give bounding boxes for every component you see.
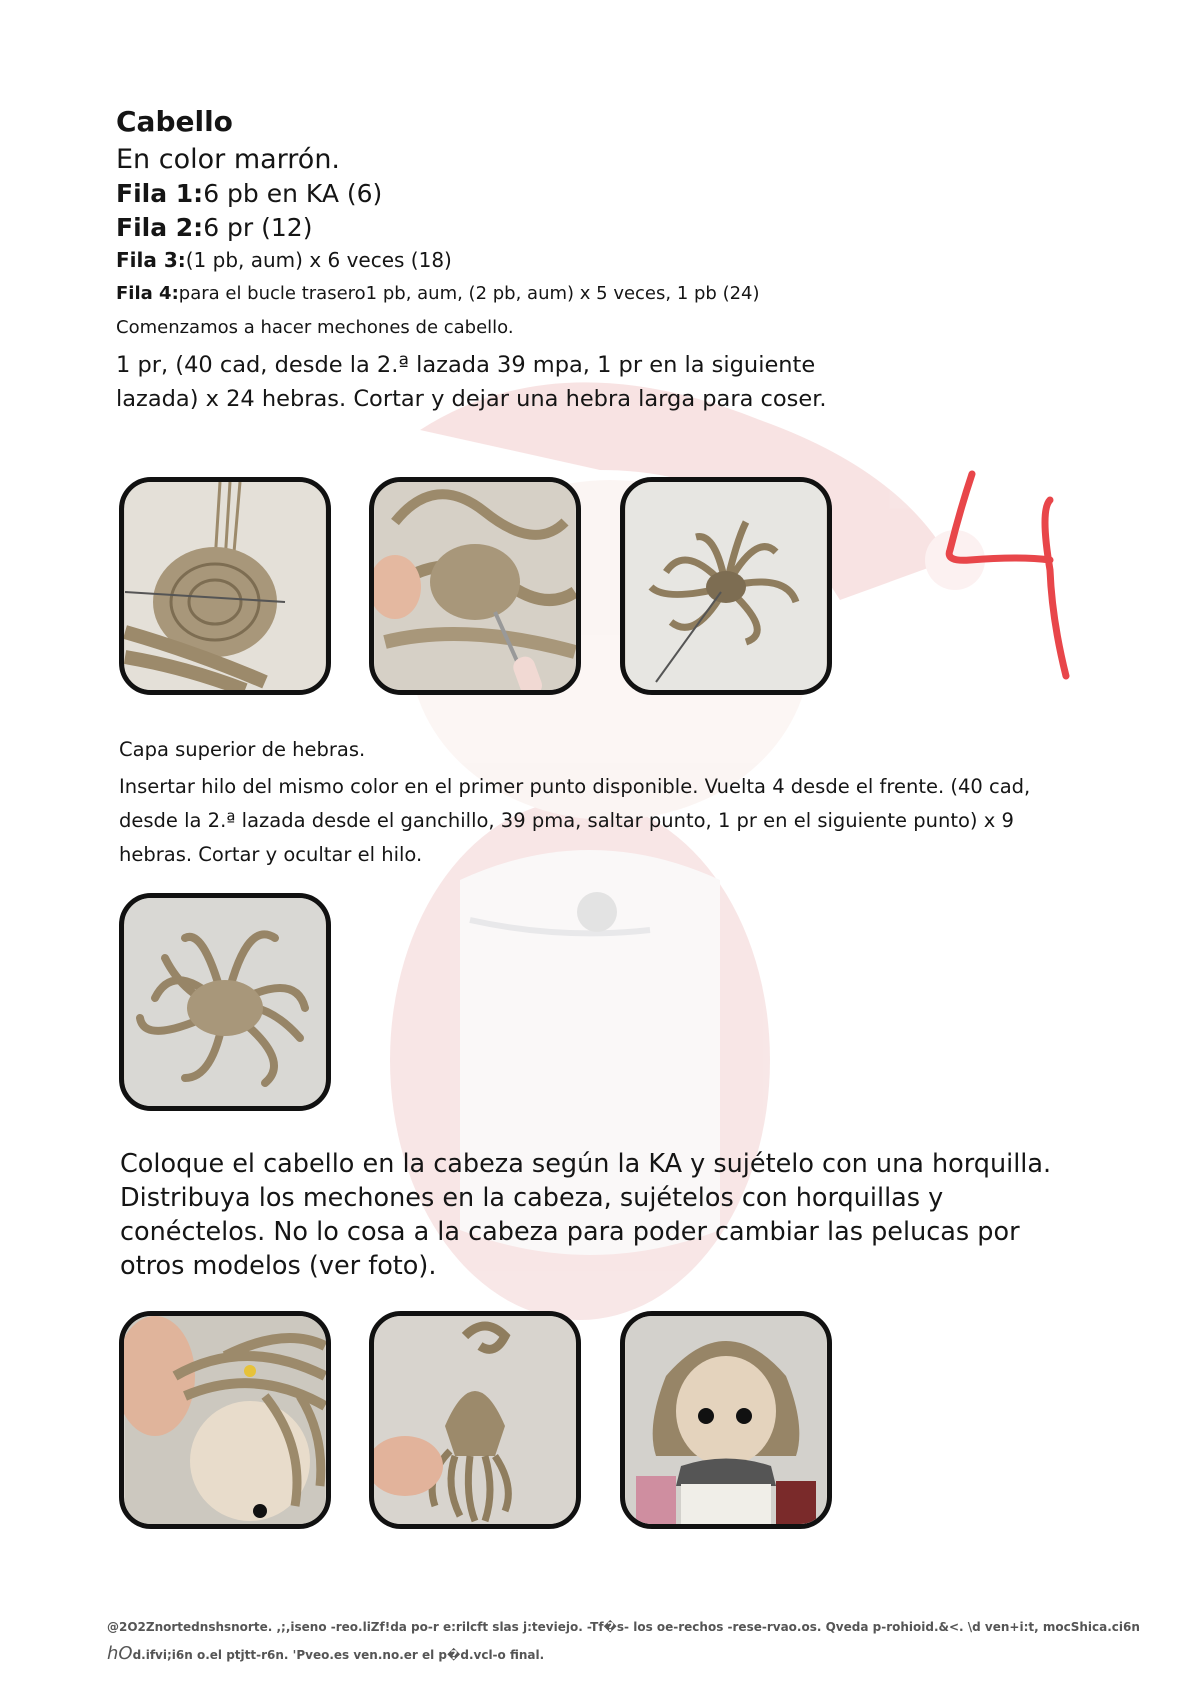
top-layer-instruction: Insertar hilo del mismo color en el primer punto disponible. Vuelta 4 desde el frente. (40 cad, desde la 2.ª lazada desde el ganchillo, 39 pma, saltar punto, 1 pr en el siguiente punto) x 9 hebras. Cortar y ocultar el hilo.	[119, 775, 1031, 866]
strands-instruction: 1 pr, (40 cad, desde la 2.ª lazada 39 mpa, 1 pr en la siguiente lazada) x 24 hebras. Cortar y dejar una hebra larga para coser.	[116, 352, 827, 412]
photo-finished-doll-with-wig	[620, 1311, 832, 1529]
photo-crochet-base-circle	[119, 477, 331, 695]
placement-instruction: Coloque el cabello en la cabeza según la KA y sujételo con una horquilla. Distribuya los mechones en la cabeza, sujételos con horquillas y conéctelos. No lo cosa a la cabeza para poder cambiar las pelucas por otros modelos (ver foto).	[120, 1149, 1052, 1281]
row-3	[116, 247, 452, 273]
footer-text: d.ifvi;i6n o.el ptjtt-r6n. 'Pveo.es ven.no.er el p�d.vcl-o final.	[132, 1648, 545, 1662]
section-title: Cabello	[116, 105, 233, 138]
row-label: Fila 1:	[116, 179, 204, 208]
strands-start-text: Comenzamos a hacer mechones de cabello.	[116, 317, 514, 338]
footer-prefix: hO	[107, 1643, 133, 1664]
row-label: Fila 4:	[116, 283, 179, 304]
handwritten-number-4-mark	[940, 470, 1090, 690]
row-4	[116, 282, 760, 306]
row-text: 6 pb en KA (6)	[203, 179, 383, 208]
photo-crochet-top-layer	[119, 893, 331, 1111]
color-instruction: En color marrón.	[116, 144, 341, 175]
photo-crochet-spiral-strands	[620, 477, 832, 695]
photo-hair-strands-hanging	[369, 1311, 581, 1529]
footer-copyright-line: @2O2Znortednshsnorte. ,;,iseno -reo.liZf!da po-r e:rilcft slas j:teviejo. -Tf�s- los oe-rechos -rese-rvao.os. Qveda p-rohioid.&<. \d ven+i:t, mocShica.ci6n	[107, 1620, 1140, 1634]
row-2	[116, 211, 312, 244]
photo-hair-on-head-pinned	[119, 1311, 331, 1529]
row-text: para el bucle trasero1 pb, aum, (2 pb, aum) x 5 veces, 1 pb (24)	[178, 283, 760, 304]
top-layer-title: Capa superior de hebras.	[119, 738, 366, 761]
footer-copyright-line-2	[107, 1643, 544, 1664]
row-label: Fila 2:	[116, 213, 204, 242]
row-label: Fila 3:	[116, 248, 186, 272]
row-text: 6 pr (12)	[203, 213, 313, 242]
photo-crochet-strands-in-progress	[369, 477, 581, 695]
row-1	[116, 177, 382, 210]
row-text: (1 pb, aum) x 6 veces (18)	[185, 248, 452, 272]
